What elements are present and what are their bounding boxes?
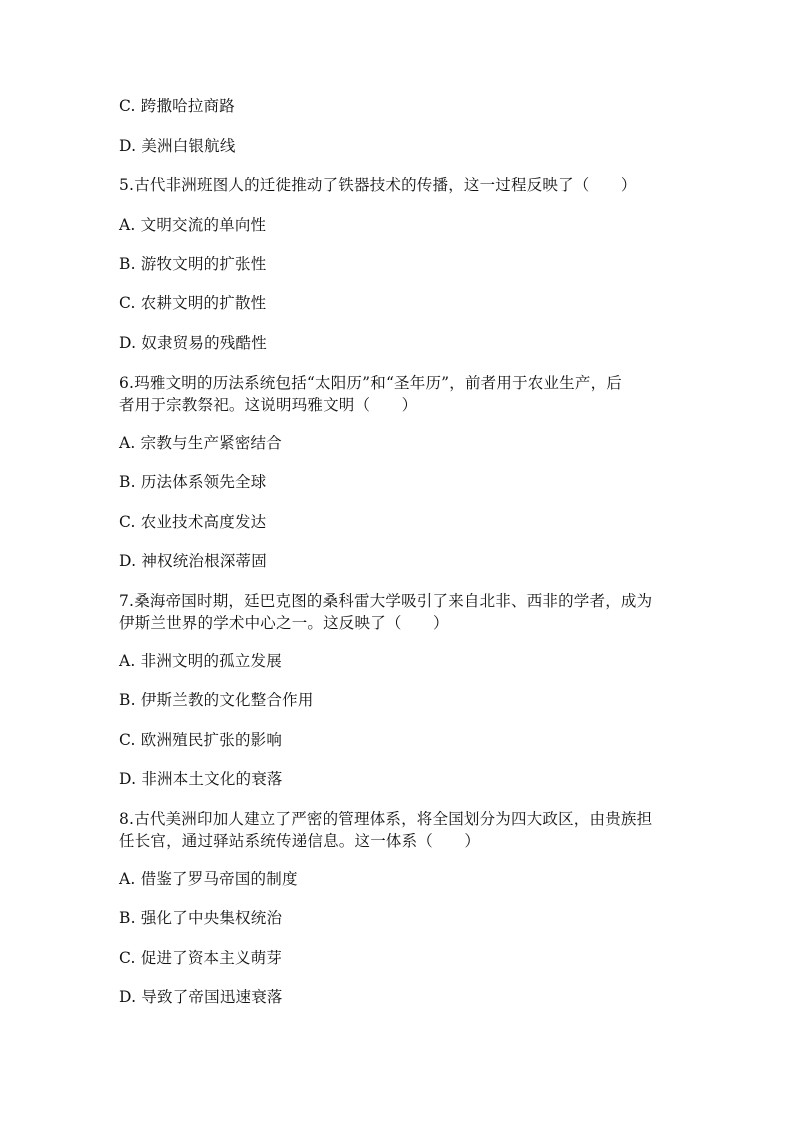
- option-a-q6: A. 宗教与生产紧密结合: [119, 434, 282, 452]
- option-d-q6: D. 神权统治根深蒂固: [119, 552, 267, 570]
- option-d-q7: D. 非洲本土文化的衰落: [119, 770, 283, 788]
- option-c-q6: C. 农业技术高度发达: [119, 513, 267, 531]
- option-c-q8: C. 促进了资本主义萌芽: [119, 949, 283, 967]
- option-b-q5: B. 游牧文明的扩张性: [119, 255, 267, 273]
- option-b-q7: B. 伊斯兰教的文化整合作用: [119, 691, 314, 709]
- option-c-q5: C. 农耕文明的扩散性: [119, 294, 267, 312]
- question-7-line2: 伊斯兰世界的学术中心之一。这反映了（ ）: [119, 614, 449, 632]
- question-6-line2: 者用于宗教祭祀。这说明玛雅文明（ ）: [119, 396, 418, 414]
- question-7-line1: 7.桑海帝国时期，廷巴克图的桑科雷大学吸引了来自北非、西非的学者，成为: [119, 592, 653, 610]
- question-5: 5.古代非洲班图人的迁徙推动了铁器技术的传播，这一过程反映了（ ）: [119, 176, 637, 194]
- option-d-q5: D. 奴隶贸易的残酷性: [119, 334, 267, 352]
- question-8-line2: 任长官，通过驿站系统传递信息。这一体系（ ）: [119, 832, 481, 850]
- option-a-q7: A. 非洲文明的孤立发展: [119, 652, 282, 670]
- option-b-q6: B. 历法体系领先全球: [119, 473, 267, 491]
- option-a-q5: A. 文明交流的单向性: [119, 216, 267, 234]
- question-8-line1: 8.古代美洲印加人建立了严密的管理体系，将全国划分为四大政区，由贵族担: [119, 810, 653, 828]
- option-a-q8: A. 借鉴了罗马帝国的制度: [119, 870, 298, 888]
- option-c-q4: C. 跨撒哈拉商路: [119, 97, 235, 115]
- option-d-q8: D. 导致了帝国迅速衰落: [119, 988, 283, 1006]
- option-d-q4: D. 美洲白银航线: [119, 137, 236, 155]
- option-b-q8: B. 强化了中央集权统治: [119, 909, 283, 927]
- option-c-q7: C. 欧洲殖民扩张的影响: [119, 731, 283, 749]
- question-6-line1: 6.玛雅文明的历法系统包括“太阳历”和“圣年历”，前者用于农业生产，后: [119, 374, 622, 392]
